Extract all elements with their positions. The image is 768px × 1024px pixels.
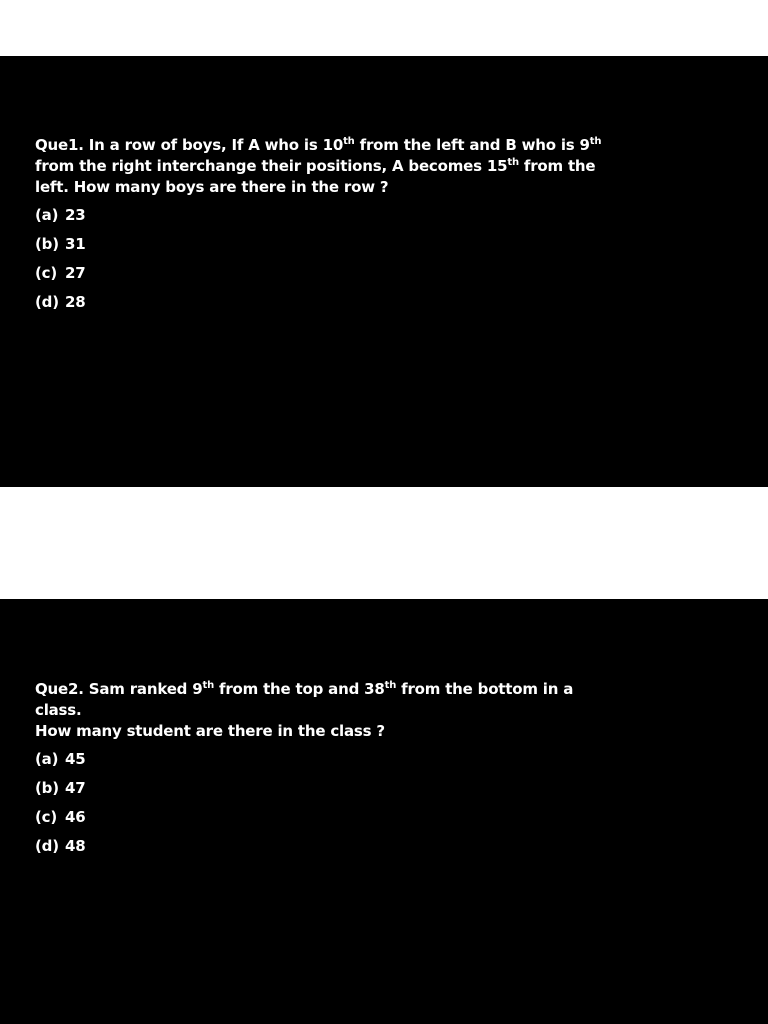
- option-a: [35, 201, 615, 230]
- ordinal-suffix: th: [589, 136, 602, 147]
- option-letter: (a): [35, 206, 59, 224]
- option-value: 31: [65, 235, 86, 253]
- option-letter: (c): [35, 808, 58, 826]
- option-letter: (c): [35, 264, 58, 282]
- ordinal-suffix: th: [202, 680, 214, 691]
- slide-question-2: [0, 599, 768, 1024]
- option-b: [35, 774, 615, 803]
- option-letter: (b): [35, 235, 59, 253]
- question-2-options: [35, 745, 615, 861]
- slide-question-1: [0, 56, 768, 487]
- option-value: 47: [65, 779, 86, 797]
- ordinal-suffix: th: [507, 157, 519, 168]
- question-1: [35, 135, 615, 317]
- question-1-text: Que1. In a row of boys, If A who is 10th from the left and B who is 9th from the right interchange their positions, A becomes 15th from the left. How many boys are there in the row ?: [35, 136, 602, 196]
- option-value: 28: [65, 293, 86, 311]
- option-b: [35, 230, 615, 259]
- question-1-options: [35, 201, 615, 317]
- option-value: 46: [65, 808, 86, 826]
- option-c: [35, 259, 615, 288]
- option-letter: (d): [35, 293, 59, 311]
- ordinal-suffix: th: [384, 680, 397, 691]
- option-value: 48: [65, 837, 86, 855]
- option-letter: (d): [35, 837, 59, 855]
- option-d: [35, 832, 615, 861]
- ordinal-suffix: th: [343, 136, 355, 147]
- option-value: 23: [65, 206, 86, 224]
- option-value: 27: [65, 264, 86, 282]
- option-c: [35, 803, 615, 832]
- option-letter: (a): [35, 750, 59, 768]
- option-value: 45: [65, 750, 86, 768]
- option-a: [35, 745, 615, 774]
- option-letter: (b): [35, 779, 59, 797]
- question-2-text: Que2. Sam ranked 9th from the top and 38th from the bottom in a class. How many student are there in the class ?: [35, 680, 574, 740]
- option-d: [35, 288, 615, 317]
- question-2: [35, 679, 615, 861]
